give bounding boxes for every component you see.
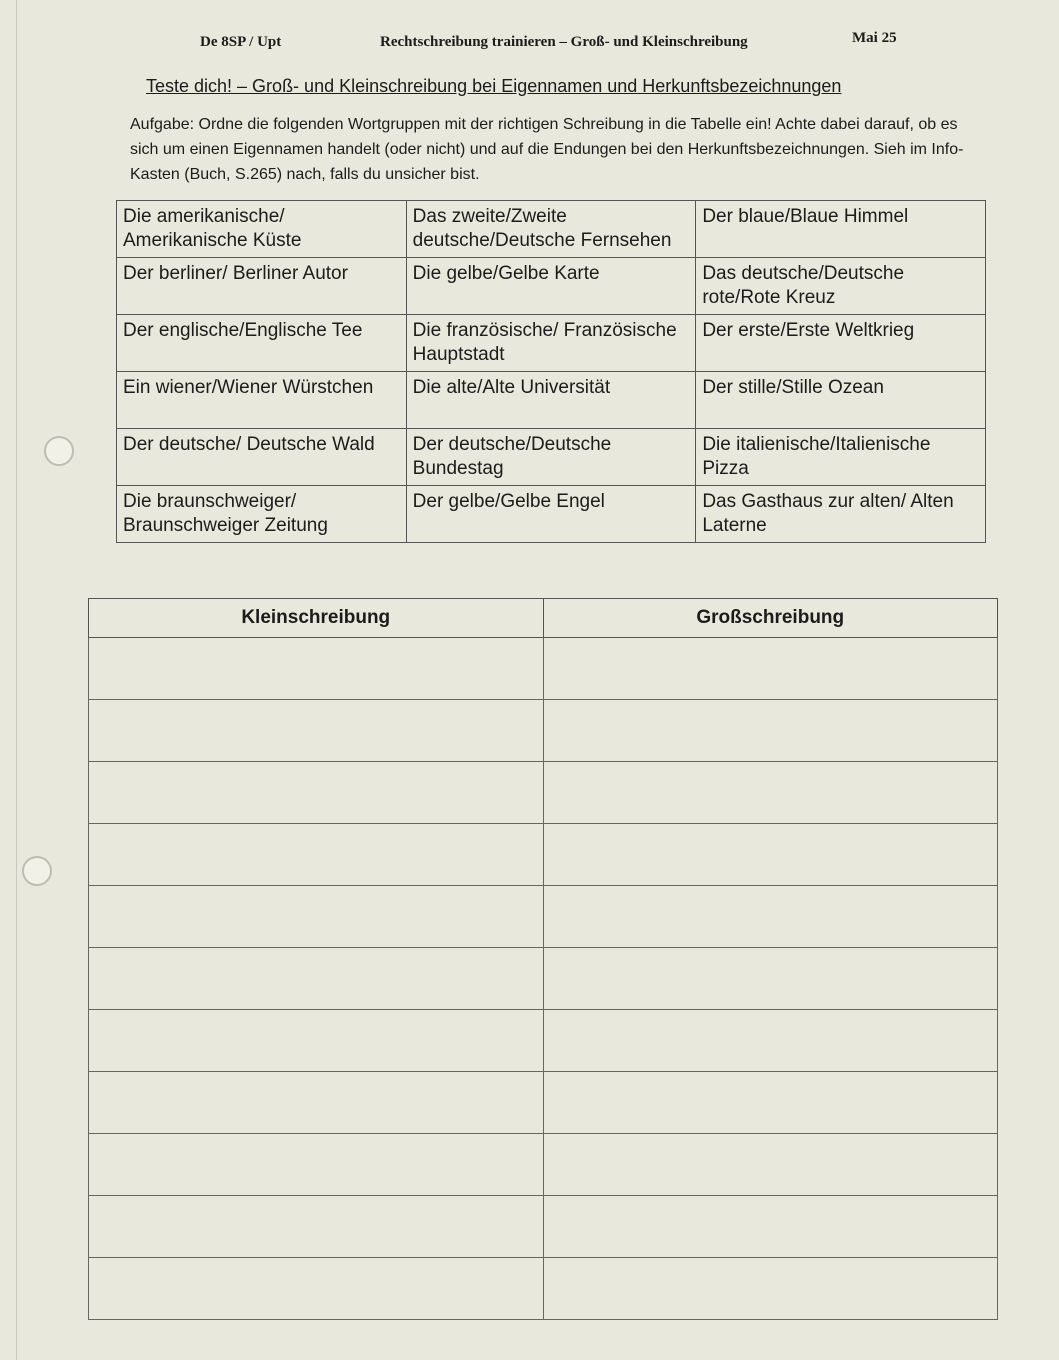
- worksheet-title: Teste dich! – Groß- und Kleinschreibung bei Eigennamen und Herkunftsbezeichnungen: [146, 76, 842, 96]
- uppercase-answer-cell[interactable]: [543, 1258, 998, 1320]
- answer-row: [89, 948, 998, 1010]
- word-cell: Ein wiener/Wiener Würstchen: [117, 372, 407, 429]
- word-cell: Der deutsche/Deutsche Bundestag: [406, 429, 696, 486]
- answer-row: [89, 824, 998, 886]
- word-cell: Der englische/Englische Tee: [117, 315, 407, 372]
- word-cell: Der berliner/ Berliner Autor: [117, 258, 407, 315]
- course-label: De 8SP / Upt: [200, 34, 282, 50]
- uppercase-answer-cell[interactable]: [543, 762, 998, 824]
- answer-row: [89, 638, 998, 700]
- uppercase-answer-cell[interactable]: [543, 700, 998, 762]
- uppercase-answer-cell[interactable]: [543, 1010, 998, 1072]
- word-row: [117, 372, 986, 429]
- lowercase-answer-cell[interactable]: [89, 948, 544, 1010]
- word-cell: Die italienische/Italienische Pizza: [696, 429, 986, 486]
- word-row: [117, 486, 986, 543]
- lowercase-answer-cell[interactable]: [89, 1258, 544, 1320]
- margin-line: [16, 0, 17, 1360]
- lowercase-answer-cell[interactable]: [89, 700, 544, 762]
- word-cell: Die alte/Alte Universität: [406, 372, 696, 429]
- word-cell: Die braunschweiger/ Braunschweiger Zeitung: [117, 486, 407, 543]
- answer-row: [89, 886, 998, 948]
- lowercase-answer-cell[interactable]: [89, 1196, 544, 1258]
- word-row: [117, 315, 986, 372]
- uppercase-answer-cell[interactable]: [543, 1196, 998, 1258]
- word-groups-table: [116, 200, 986, 543]
- answer-row: [89, 1134, 998, 1196]
- lowercase-answer-cell[interactable]: [89, 1072, 544, 1134]
- word-cell: Das Gasthaus zur alten/ Alten Laterne: [696, 486, 986, 543]
- uppercase-answer-cell[interactable]: [543, 948, 998, 1010]
- word-cell: Der gelbe/Gelbe Engel: [406, 486, 696, 543]
- worksheet-header: [200, 30, 909, 60]
- uppercase-answer-cell[interactable]: [543, 1134, 998, 1196]
- uppercase-answer-cell[interactable]: [543, 886, 998, 948]
- word-cell: Die gelbe/Gelbe Karte: [406, 258, 696, 315]
- uppercase-answer-cell[interactable]: [543, 638, 998, 700]
- lowercase-answer-cell[interactable]: [89, 1134, 544, 1196]
- lowercase-answer-cell[interactable]: [89, 638, 544, 700]
- lowercase-answer-cell[interactable]: [89, 1010, 544, 1072]
- answer-row: [89, 762, 998, 824]
- topic-label: Rechtschreibung trainieren – Groß- und Kleinschreibung: [380, 34, 748, 50]
- lowercase-answer-cell[interactable]: [89, 824, 544, 886]
- date-label: Mai 25: [852, 30, 897, 46]
- word-cell: Das deutsche/Deutsche rote/Rote Kreuz: [696, 258, 986, 315]
- lowercase-answer-cell[interactable]: [89, 762, 544, 824]
- answer-row: [89, 1196, 998, 1258]
- word-cell: Der blaue/Blaue Himmel: [696, 201, 986, 258]
- answer-row: [89, 1258, 998, 1320]
- word-row: [117, 429, 986, 486]
- lowercase-column-header: Kleinschreibung: [89, 599, 544, 638]
- word-cell: Der stille/Stille Ozean: [696, 372, 986, 429]
- task-instructions: Aufgabe: Ordne die folgenden Wortgruppen mit der richtigen Schreibung in die Tabelle ein! Achte dabei darauf, ob es sich um einen Eigennamen handelt (oder nicht) und auf die Endungen bei den Herkunftsbezeichnungen. Sieh im Info-Kasten (Buch, S.265) nach, falls du unsicher bist.: [130, 116, 964, 183]
- word-cell: Die amerikanische/ Amerikanische Küste: [117, 201, 407, 258]
- sorting-header-row: [89, 599, 998, 638]
- word-cell: Der deutsche/ Deutsche Wald: [117, 429, 407, 486]
- punch-hole: [44, 436, 74, 466]
- sorting-table: [88, 598, 998, 1320]
- word-cell: Das zweite/Zweite deutsche/Deutsche Fernsehen: [406, 201, 696, 258]
- answer-row: [89, 1010, 998, 1072]
- word-cell: Der erste/Erste Weltkrieg: [696, 315, 986, 372]
- uppercase-answer-cell[interactable]: [543, 1072, 998, 1134]
- answer-row: [89, 1072, 998, 1134]
- uppercase-answer-cell[interactable]: [543, 824, 998, 886]
- answer-row: [89, 700, 998, 762]
- lowercase-answer-cell[interactable]: [89, 886, 544, 948]
- punch-hole: [22, 856, 52, 886]
- word-row: [117, 201, 986, 258]
- word-row: [117, 258, 986, 315]
- uppercase-column-header: Großschreibung: [543, 599, 998, 638]
- word-cell: Die französische/ Französische Hauptstadt: [406, 315, 696, 372]
